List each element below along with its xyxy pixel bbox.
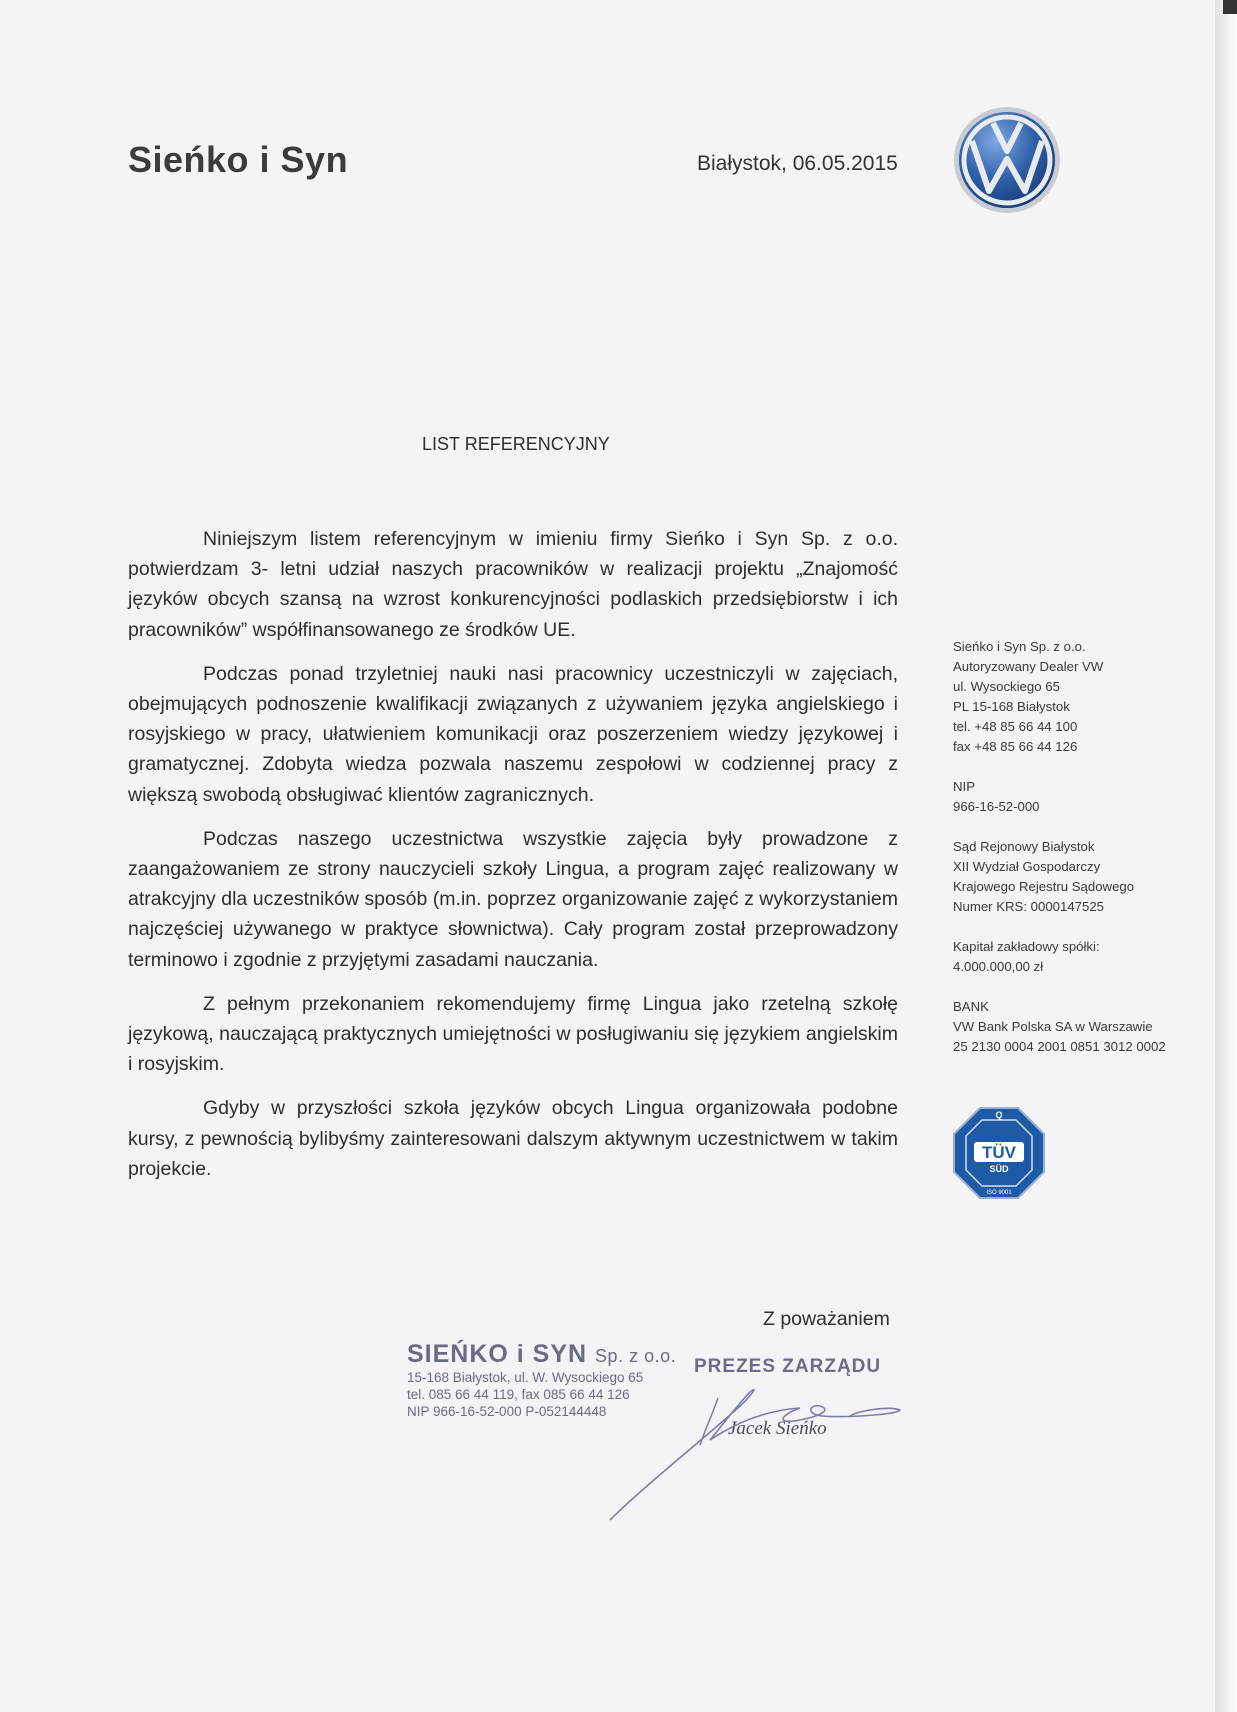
sidebar-line: fax +48 85 66 44 126 <box>953 739 1078 754</box>
letter-date: Białystok, 06.05.2015 <box>697 152 898 175</box>
sidebar-line: Autoryzowany Dealer VW <box>953 659 1104 674</box>
sidebar-line: NIP <box>953 779 975 794</box>
sidebar-line: Sieńko i Syn Sp. z o.o. <box>953 639 1086 654</box>
vw-logo-icon <box>952 105 1062 215</box>
company-court-registry <box>953 837 1213 917</box>
page-edge-shadow <box>1215 0 1237 1712</box>
sidebar-line: ul. Wysockiego 65 <box>953 679 1060 694</box>
sidebar-line: Sąd Rejonowy Białystok <box>953 839 1095 854</box>
company-capital <box>953 937 1213 977</box>
stamp-name: SIEŃKO i SYN <box>407 1340 588 1368</box>
tuv-badge-brand: TÜV <box>982 1143 1016 1162</box>
stamp-suffix: Sp. z o.o. <box>595 1346 677 1366</box>
body-paragraph: Z pełnym przekonaniem rekomendujemy firmę Lingua jako rzetelną szkołę językową, nauczającą praktycznych umiejętności w posługiwaniu się językiem angielskim i rosyjskim. <box>128 992 898 1076</box>
company-nip <box>953 777 1213 817</box>
sidebar-line: BANK <box>953 999 989 1014</box>
president-title: PREZES ZARZĄDU <box>694 1356 882 1377</box>
body-paragraph: Gdyby w przyszłości szkoła języków obcych Lingua organizowała podobne kursy, z pewnością bylibyśmy zainteresowani dalszym aktywnym uczestnictwem w takim projekcie. <box>128 1097 898 1180</box>
scan-corner-mark <box>1223 0 1237 14</box>
closing-salutation: Z poważaniem <box>763 1308 890 1330</box>
sidebar-line: PL 15-168 Białystok <box>953 699 1070 714</box>
sidebar-line: 25 2130 0004 2001 0851 3012 0002 <box>953 1039 1166 1054</box>
letter-body <box>128 524 898 1198</box>
sidebar-line: Numer KRS: 0000147525 <box>953 899 1105 914</box>
sidebar-line: 4.000.000,00 zł <box>953 959 1044 974</box>
sidebar-line: tel. +48 85 66 44 100 <box>953 719 1078 734</box>
body-paragraph: Podczas ponad trzyletniej nauki nasi pracownicy uczestniczyli w zajęciach, obejmujących podnoszenie kwalifikacji związanych z używaniem języka angielskiego i rosyjskiego w pracy, ułatwieniem komunikacji oraz poszerzeniem wiedzy językowej i gramatycznej. Zdobyta wiedza pozwala naszemu zespołowi w codziennej pracy z większą swobodą obsługiwać klientów zagranicznych. <box>128 662 898 806</box>
sidebar-line: Kapitał zakładowy spółki: <box>953 939 1100 954</box>
stamp-line: 15-168 Białystok, ul. W. Wysockiego 65 <box>407 1370 644 1385</box>
president-name: Jacek Sieńko <box>728 1418 827 1439</box>
tuv-certificate-badge-icon <box>952 1106 1046 1200</box>
tuv-badge-sub: SÜD <box>989 1164 1009 1174</box>
tuv-badge-iso: ISO 9001 <box>986 1190 1012 1196</box>
company-bank <box>953 997 1213 1057</box>
company-details-sidebar <box>953 637 1213 1077</box>
sidebar-line: VW Bank Polska SA w Warszawie <box>953 1019 1153 1034</box>
company-address <box>953 637 1213 757</box>
stamp-title <box>407 1340 707 1369</box>
stamp-line: NIP 966-16-52-000 P-052144448 <box>407 1404 607 1419</box>
tuv-badge-letter: Q <box>995 1110 1003 1120</box>
body-paragraph: Niniejszym listem referencyjnym w imieniu firmy Sieńko i Syn Sp. z o.o. potwierdzam 3- letni udział naszych pracowników w realizacji projektu „Znajomość języków obcych szansą na wzrost konkurencyjności podlaskich przedsiębiorstw i ich pracowników” współfinansowanego ze środków UE. <box>128 528 898 641</box>
handwritten-signature-icon <box>600 1370 920 1530</box>
letter-heading: LIST REFERENCYJNY <box>422 434 610 454</box>
sidebar-line: 966-16-52-000 <box>953 799 1040 814</box>
sidebar-line: XII Wydział Gospodarczy <box>953 859 1101 874</box>
stamp-line: tel. 085 66 44 119, fax 085 66 44 126 <box>407 1387 630 1402</box>
company-name: Sieńko i Syn <box>128 139 349 180</box>
body-paragraph: Podczas naszego uczestnictwa wszystkie zajęcia były prowadzone z zaangażowaniem ze strony nauczycieli szkoły Lingua, a program zajęć realizowany w atrakcyjny dla uczestników sposób (m.in. poprzez organizowanie zajęć z wykorzystaniem najczęściej używanego w praktyce słownictwa). Cały program został przeprowadzony terminowo i zgodnie z przyjętymi zasadami nauczania. <box>128 827 898 971</box>
sidebar-line: Krajowego Rejestru Sądowego <box>953 879 1135 894</box>
